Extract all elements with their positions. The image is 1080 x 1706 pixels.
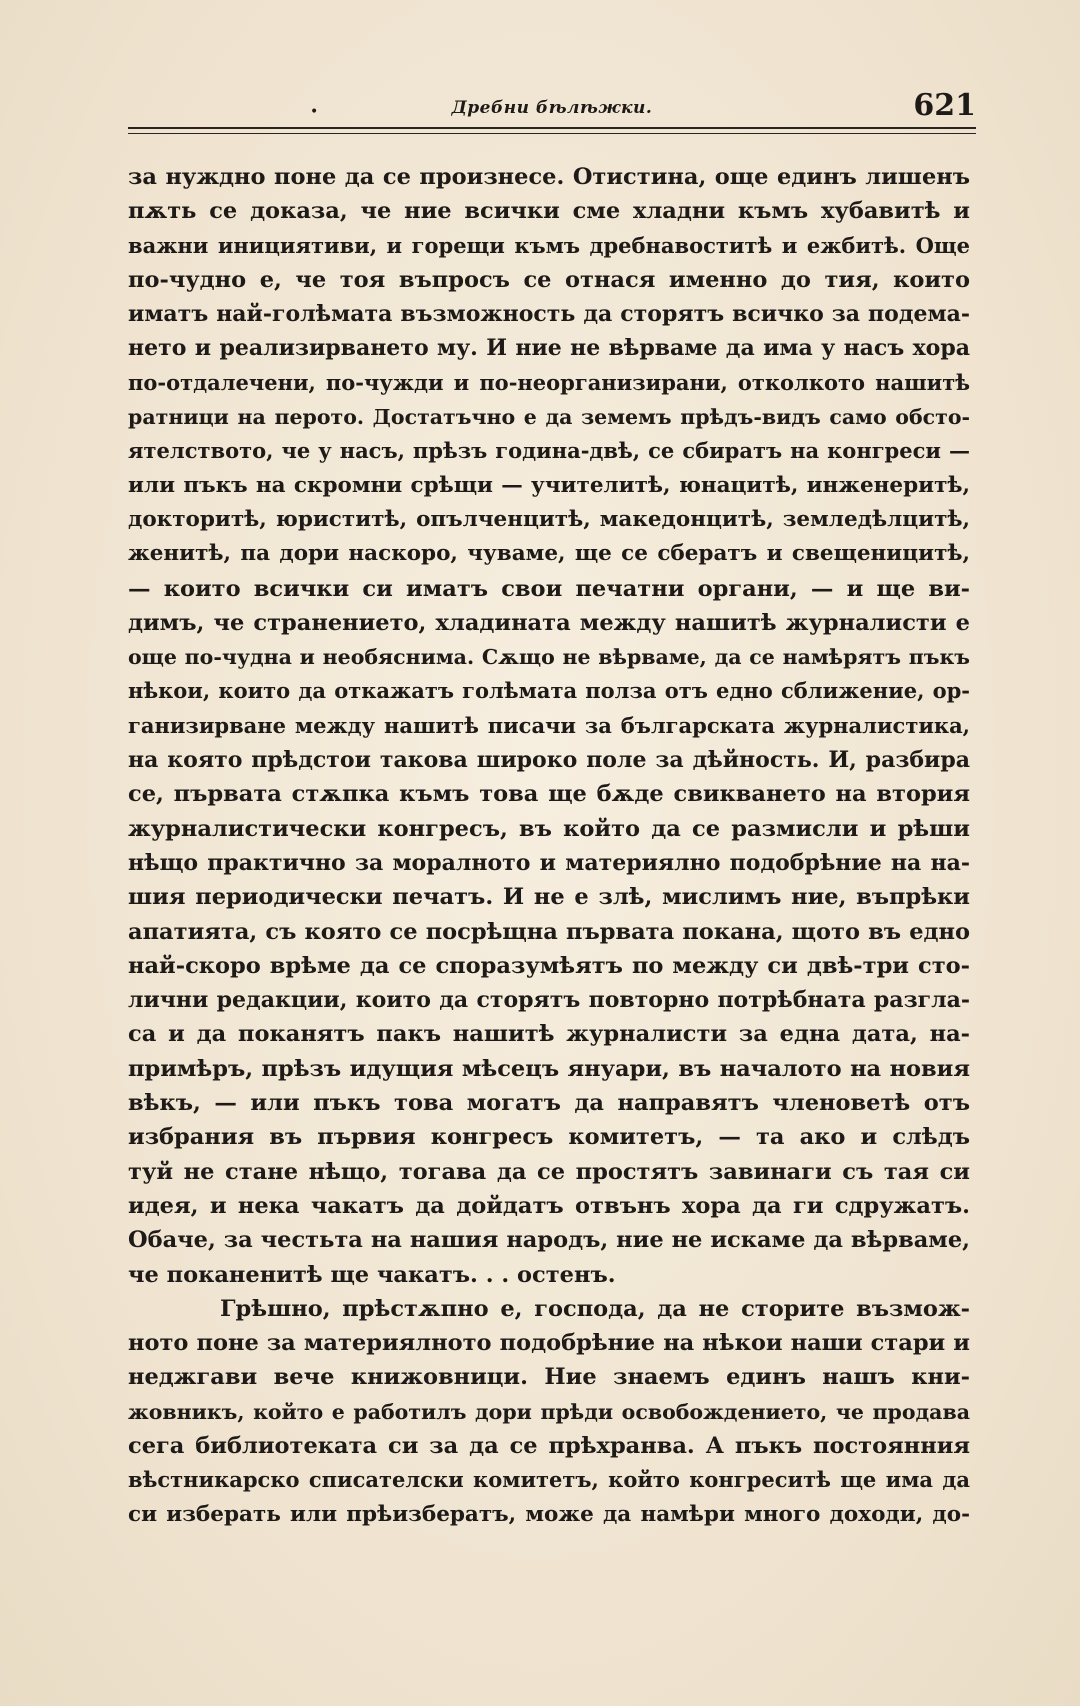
text-line: докторитѣ, юриститѣ, опълченцитѣ, македонцитѣ, земледѣлцитѣ,: [128, 506, 970, 532]
text-line: по-отдалечени, по-чужди и по-неорганизирани, отколкото нашитѣ: [128, 369, 970, 395]
text-line: иматъ най-голѣмата възможность да сторятъ всичко за подема-: [128, 301, 970, 328]
text-line: най-скоро врѣме да се споразумѣятъ по между си двѣ-три сто-: [128, 952, 970, 979]
text-line: идея, и нека чакатъ да дойдатъ отвънъ хора да ги сдружатъ.: [128, 1192, 970, 1219]
header-ornament: •: [310, 104, 319, 120]
text-line: си изберать или прѣизбератъ, може да намѣри много доходи, до-: [128, 1501, 970, 1527]
paragraph-end-line: че поканенитѣ ще чакатъ. . . остенъ.: [128, 1261, 616, 1288]
text-line: пѫть се доказа, че ние всички сме хладни къмъ хубавитѣ и: [128, 198, 970, 225]
text-line: Обаче, за честьта на нашия народъ, ние не искаме да вѣрваме,: [128, 1227, 970, 1254]
text-line: нѣщо практично за моралното и материялно подобрѣние на на-: [128, 849, 970, 876]
text-line: по-чудно е, че тоя въпросъ се отнася именно до тия, които: [128, 266, 970, 293]
text-line: ганизирване между нашитѣ писачи за българската журналистика,: [128, 712, 970, 738]
text-line: вѣстникарско списателски комитетъ, който конгреситѣ ще има да: [128, 1467, 970, 1493]
text-line: са и да поканятъ пакъ нашитѣ журналисти за една дата, на-: [128, 1021, 970, 1048]
text-line: туй не стане нѣщо, тогава да се простятъ завинаги съ тая си: [128, 1158, 970, 1185]
text-line: или пъкъ на скромни срѣщи — учителитѣ, юнацитѣ, инженеритѣ,: [128, 472, 970, 498]
text-line: апатията, съ която се посрѣщна първата покана, щото въ едно: [128, 918, 970, 945]
text-line: жовникъ, който е работилъ дори прѣди освобождението, че продава: [128, 1399, 970, 1424]
running-header: [128, 88, 976, 130]
text-line: ятелството, че у насъ, прѣзъ година-двѣ, се сбиратъ на конгреси —: [128, 438, 970, 464]
page-number: 621: [913, 88, 976, 123]
header-rule-thick: [128, 127, 976, 129]
text-line: на която прѣдстои такова широко поле за дѣйность. И, разбира: [128, 747, 970, 774]
text-line: ратници на перото. Достатъчно е да земемъ прѣдъ-видъ само обсто-: [128, 405, 970, 430]
text-line: избрания въ първия конгресъ комитетъ, — та ако и слѣдъ: [128, 1124, 970, 1151]
text-line: журналистически конгресъ, въ който да се размисли и рѣши: [128, 815, 970, 842]
text-line: сега библиотеката си за да се прѣхранва. А пъкъ постоянния: [128, 1432, 970, 1459]
text-line: женитѣ, па дори наскоро, чуваме, ще се сбератъ и свещеницитѣ,: [128, 541, 970, 567]
text-line: лични редакции, които да сторятъ повторно потрѣбната разгла-: [128, 987, 970, 1014]
text-line: шия периодически печатъ. И не е злѣ, мислимъ ние, въпрѣки: [128, 884, 970, 911]
text-line: ното поне за материялното подобрѣние на нѣкои наши стари и: [128, 1330, 970, 1357]
text-line: се, първата стѫпка къмъ това ще бѫде свикването на втория: [128, 781, 970, 808]
text-line: вѣкъ, — или пъкъ това могатъ да направятъ членоветѣ отъ: [128, 1090, 970, 1117]
body-text: [128, 160, 970, 1532]
text-line: още по-чудна и необяснима. Сѫщо не вѣрваме, да се намѣрятъ пъкъ: [128, 645, 970, 670]
text-line: важни инициятиви, и горещи къмъ дребнавоститѣ и ежбитѣ. Още: [128, 232, 970, 258]
text-line: димъ, че странението, хладината между нашитѣ журналисти е: [128, 609, 970, 636]
running-title: Дребни бѣлѣжки.: [451, 98, 653, 118]
header-rule-thin: [128, 133, 976, 134]
text-line: за нуждно поне да се произнесе. Отистина, още единъ лишенъ: [128, 164, 970, 190]
paragraph-start-line: Грѣшно, прѣстѫпно е, господа, да не сторите възмож-: [220, 1295, 970, 1322]
text-line: — които всички си иматъ свои печатни органи, — и ще ви-: [128, 575, 970, 602]
text-line: примѣръ, прѣзъ идущия мѣсецъ януари, въ началото на новия: [128, 1055, 970, 1082]
text-line: нето и реализирването му. И ние не вѣрваме да има у насъ хора: [128, 335, 970, 362]
text-line: нѣкои, които да откажатъ голѣмата полза отъ едно сближение, ор-: [128, 678, 970, 704]
text-line: неджгави вече книжовници. Ние знаемъ единъ нашъ кни-: [128, 1364, 970, 1391]
